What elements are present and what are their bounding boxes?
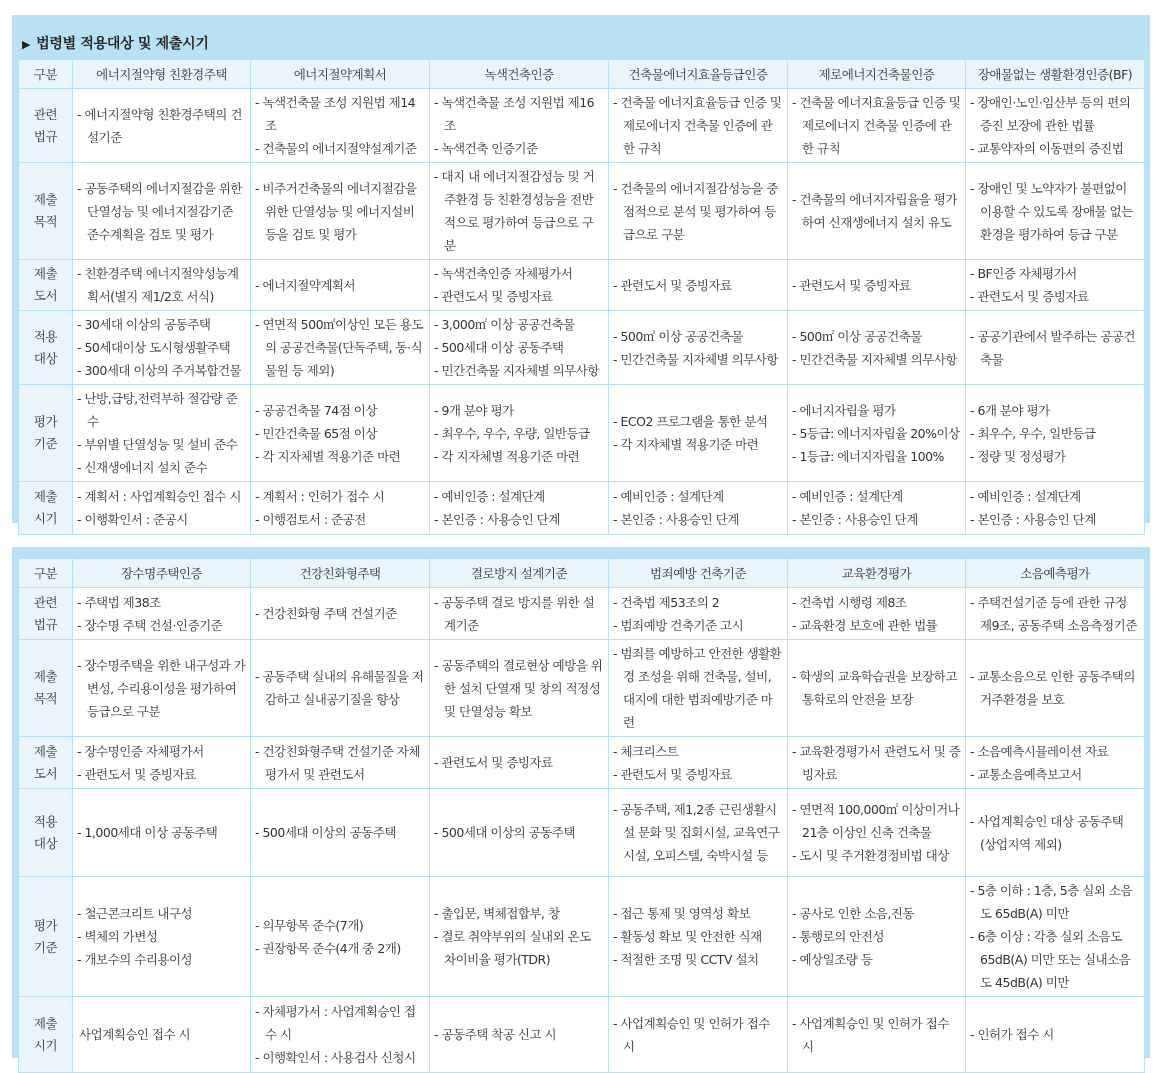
cell-item: - 본인증 : 사용승인 단계 bbox=[613, 508, 783, 531]
section-title-text: 법령별 적용대상 및 제출시기 bbox=[36, 36, 209, 52]
table-row bbox=[19, 163, 1145, 260]
table-cell bbox=[251, 385, 430, 482]
cell-item: - 사업계획승인 및 인허가 접수 시 bbox=[792, 1012, 961, 1058]
table-row bbox=[19, 311, 1145, 385]
table-cell bbox=[966, 640, 1145, 737]
cell-item: - 예비인증 : 설계단계 bbox=[434, 485, 604, 508]
cell-item: - 녹색건축물 조성 지원법 제14조 bbox=[255, 91, 425, 137]
header-category: 구분 bbox=[19, 559, 73, 588]
column-header: 장애물없는 생활환경인증(BF) bbox=[966, 60, 1145, 89]
table-cell bbox=[788, 260, 966, 311]
table-cell bbox=[73, 997, 251, 1073]
cell-item: - 최우수, 우수, 일반등급 bbox=[970, 422, 1140, 445]
cell-item: - 연면적 100,000㎡ 이상이거나 21층 이상인 신축 건축물 bbox=[792, 798, 961, 844]
table-cell bbox=[430, 789, 609, 877]
row-label-line: 적용 bbox=[33, 328, 58, 344]
cell-item: - 사업계획승인 대상 공동주택 (상업지역 제외) bbox=[970, 810, 1140, 856]
table-cell bbox=[609, 260, 788, 311]
cell-item: - 공사로 인한 소음,진동 bbox=[792, 902, 961, 925]
cell-item: - 주택건설기준 등에 관한 규정 제9조, 공동주택 소음측정기준 bbox=[970, 591, 1140, 637]
column-header: 에너지절약형 친환경주택 bbox=[73, 60, 251, 89]
table-cell bbox=[430, 163, 609, 260]
table-cell bbox=[251, 789, 430, 877]
cell-item: - 사업계획승인 및 인허가 접수 시 bbox=[613, 1012, 783, 1058]
table-cell bbox=[430, 640, 609, 737]
cell-item: - 각 지자체별 적용기준 마련 bbox=[434, 445, 604, 468]
cell-item: - 학생의 교육학습권을 보장하고 통학로의 안전을 보장 bbox=[792, 665, 961, 711]
row-label bbox=[19, 737, 73, 789]
table-cell bbox=[966, 260, 1145, 311]
cell-item: - 결로 취약부위의 실내외 온도 차이비율 평가(TDR) bbox=[434, 925, 604, 971]
table-cell bbox=[73, 311, 251, 385]
table-cell bbox=[788, 89, 966, 163]
row-label bbox=[19, 640, 73, 737]
cell-item: - 9개 분야 평가 bbox=[434, 399, 604, 422]
cell-item: - 공동주택 착공 신고 시 bbox=[434, 1023, 604, 1046]
cell-item: - 관련도서 및 증빙자료 bbox=[970, 285, 1140, 308]
table-header-row bbox=[19, 559, 1145, 588]
cell-item: - 인허가 접수 시 bbox=[970, 1023, 1140, 1046]
row-label-line: 법규 bbox=[33, 128, 58, 144]
cell-item: - 범죄를 예방하고 안전한 생활환경 조성을 위해 건축물, 설비, 대지에 대한 범죄예방기준 마련 bbox=[613, 642, 783, 734]
cell-item: - 소음예측시뮬레이션 자료 bbox=[970, 740, 1140, 763]
cell-item: - 난방,급탕,전력부하 절감량 준수 bbox=[77, 387, 246, 433]
table-cell bbox=[788, 640, 966, 737]
cell-item: - 의무항목 준수(7개) bbox=[255, 914, 425, 937]
table-cell bbox=[609, 311, 788, 385]
table-cell bbox=[73, 877, 251, 997]
row-label bbox=[19, 789, 73, 877]
row-label-line: 대상 bbox=[33, 350, 58, 366]
row-label-line: 제출 bbox=[33, 192, 58, 207]
cell-item: - 계획서 : 인허가 접수 시 bbox=[255, 485, 425, 508]
row-label bbox=[19, 385, 73, 482]
table-cell bbox=[788, 789, 966, 877]
table-row bbox=[19, 89, 1145, 163]
cell-item: - 1등급: 에너지자립율 100% bbox=[792, 445, 961, 468]
table-cell bbox=[251, 482, 430, 535]
row-label-line: 목적 bbox=[33, 214, 58, 229]
table-cell bbox=[788, 997, 966, 1073]
column-header: 제로에너지건축물인증 bbox=[788, 60, 966, 89]
row-label-line: 대상 bbox=[33, 835, 58, 851]
cell-item: - 500세대 이상의 공동주택 bbox=[255, 821, 425, 844]
table-cell bbox=[609, 482, 788, 535]
row-label bbox=[19, 997, 73, 1073]
table-cell bbox=[73, 89, 251, 163]
cell-item: - 녹색건축인증 자체평가서 bbox=[434, 262, 604, 285]
cell-item: - 건축물의 에너지절약설계기준 bbox=[255, 137, 425, 160]
cell-item: - 500세대 이상 공동주택 bbox=[434, 336, 604, 359]
cell-item: - 자체평가서 : 사업계획승인 접수 시 bbox=[255, 1000, 425, 1046]
cell-item: - 예비인증 : 설계단계 bbox=[613, 485, 783, 508]
table-cell bbox=[430, 877, 609, 997]
cell-item: - 교육환경 보호에 관한 법률 bbox=[792, 614, 961, 637]
table-cell bbox=[966, 482, 1145, 535]
cell-item: - 공동주택 실내의 유해물질을 저감하고 실내공기질을 향상 bbox=[255, 665, 425, 711]
table-header-row bbox=[19, 60, 1145, 89]
table-cell bbox=[73, 385, 251, 482]
cell-item: - 통행로의 안전성 bbox=[792, 925, 961, 948]
cell-item: - 교육환경평가서 관련도서 및 증빙자료 bbox=[792, 740, 961, 786]
cell-item: - 장수명 주택 건설·인증기준 bbox=[77, 614, 246, 637]
table-cell bbox=[788, 737, 966, 789]
column-header: 범죄예방 건축기준 bbox=[609, 559, 788, 588]
cell-item: - 관련도서 및 증빙자료 bbox=[613, 763, 783, 786]
cell-item: - 최우수, 우수, 우량, 일반등급 bbox=[434, 422, 604, 445]
section-panel-2 bbox=[12, 547, 1150, 1065]
row-label-line: 관련 bbox=[33, 594, 58, 610]
cell-item: - 본인증 : 사용승인 단계 bbox=[434, 508, 604, 531]
cell-item: - 교통약자의 이동편의 증진법 bbox=[970, 137, 1140, 160]
table-cell bbox=[609, 789, 788, 877]
row-label-line: 제출 bbox=[33, 669, 58, 684]
cell-item: - 교통소음으로 인한 공동주택의 거주환경을 보호 bbox=[970, 665, 1140, 711]
cell-item: - 이행검토서 : 준공전 bbox=[255, 508, 425, 531]
table-cell bbox=[73, 640, 251, 737]
table-cell bbox=[788, 588, 966, 640]
cell-item: - 민간건축물 지자체별 의무사항 bbox=[792, 348, 961, 371]
cell-item: - 친환경주택 에너지절약성능계획서(별지 제1/2호 서식) bbox=[77, 262, 246, 308]
cell-item: - 녹색건축 인증기준 bbox=[434, 137, 604, 160]
cell-item: - 도시 및 주거환경정비법 대상 bbox=[792, 844, 961, 867]
cell-item: - 예비인증 : 설계단계 bbox=[792, 485, 961, 508]
table-cell bbox=[73, 163, 251, 260]
column-header: 건축물에너지효율등급인증 bbox=[609, 60, 788, 89]
row-label-line: 도서 bbox=[33, 288, 58, 303]
cell-item: - 관련도서 및 증빙자료 bbox=[434, 751, 604, 774]
header-category: 구분 bbox=[19, 60, 73, 89]
cell-item: - 체크리스트 bbox=[613, 740, 783, 763]
row-label-line: 도서 bbox=[33, 765, 58, 781]
table-row bbox=[19, 640, 1145, 737]
cell-item: - 에너지절약형 친환경주택의 건설기준 bbox=[77, 103, 246, 149]
table-cell bbox=[966, 737, 1145, 789]
cell-item: - 민간건축물 65점 이상 bbox=[255, 422, 425, 445]
table-cell bbox=[966, 997, 1145, 1073]
cell-item: - 민간건축물 지자체별 의무사항 bbox=[434, 359, 604, 382]
cell-item: - 공공건축물 74점 이상 bbox=[255, 399, 425, 422]
cell-item: - 장애인 및 노약자가 불편없이 이용할 수 있도록 장애물 없는 환경을 평가하여 등급 구분 bbox=[970, 177, 1140, 246]
row-label-line: 시기 bbox=[33, 1037, 58, 1053]
table-cell bbox=[73, 737, 251, 789]
cell-item: - 접근 통제 및 영역성 확보 bbox=[613, 902, 783, 925]
table-cell bbox=[251, 997, 430, 1073]
table-cell bbox=[788, 385, 966, 482]
cell-item: - 건축법 제53조의 2 bbox=[613, 591, 783, 614]
triangle-bullet-icon: ▶ bbox=[22, 38, 31, 51]
cell-item: - 공동주택의 결로현상 예방을 위한 설치 단열재 및 창의 적정성 및 단열성능 확보 bbox=[434, 654, 604, 723]
row-label bbox=[19, 588, 73, 640]
section-panel-1 bbox=[12, 15, 1150, 527]
cell-item: - 비주거건축물의 에너지절감을 위한 단열성능 및 에너지설비 등을 검토 및 평가 bbox=[255, 177, 425, 246]
cell-item: - 본인증 : 사용승인 단계 bbox=[792, 508, 961, 531]
cell-item: - 교통소음예측보고서 bbox=[970, 763, 1140, 786]
cell-item: - 각 지자체별 적용기준 마련 bbox=[613, 433, 783, 456]
table-row bbox=[19, 789, 1145, 877]
cell-item: - 5등급: 에너지자립율 20%이상 bbox=[792, 422, 961, 445]
column-header: 녹색건축인증 bbox=[430, 60, 609, 89]
column-header: 에너지절약계획서 bbox=[251, 60, 430, 89]
cell-item: - 대지 내 에너지절감성능 및 거주환경 등 친환경성능을 전반적으로 평가하여 등급으로 구분 bbox=[434, 165, 604, 257]
table-cell bbox=[430, 311, 609, 385]
column-header: 건강친화형주택 bbox=[251, 559, 430, 588]
row-label-line: 목적 bbox=[33, 691, 58, 706]
cell-item: - 권장항목 준수(4개 중 2개) bbox=[255, 937, 425, 960]
cell-item: - 건축물 에너지효율등급 인증 및 제로에너지 건축물 인증에 관한 규칙 bbox=[613, 91, 783, 160]
cell-item: - 범죄예방 건축기준 고시 bbox=[613, 614, 783, 637]
table-cell bbox=[430, 385, 609, 482]
cell-item: - 건축법 시행령 제8조 bbox=[792, 591, 961, 614]
section-title bbox=[22, 33, 209, 53]
cell-item: - 500세대 이상의 공동주택 bbox=[434, 821, 604, 844]
table-cell bbox=[73, 260, 251, 311]
row-label-line: 기준 bbox=[33, 436, 58, 451]
cell-item: - 건축물의 에너지자립율을 평가하여 신재생에너지 설치 유도 bbox=[792, 188, 961, 234]
cell-item: - 관련도서 및 증빙자료 bbox=[792, 274, 961, 297]
cell-item: - 개보수의 수리용이성 bbox=[77, 948, 246, 971]
cell-item: - 철근콘크리트 내구성 bbox=[77, 902, 246, 925]
cell-item: - 이행확인서 : 사용검사 신청시 bbox=[255, 1046, 425, 1069]
cell-item: - 정량 및 정성평가 bbox=[970, 445, 1140, 468]
cell-item: - 공공기관에서 발주하는 공공건축물 bbox=[970, 325, 1140, 371]
cell-item: - 공동주택의 에너지절감을 위한 단열성능 및 에너지절감기준 준수계획을 검토 및 평가 bbox=[77, 177, 246, 246]
table-cell bbox=[251, 640, 430, 737]
table-cell bbox=[430, 737, 609, 789]
table-cell bbox=[73, 588, 251, 640]
table-cell bbox=[73, 482, 251, 535]
row-label bbox=[19, 482, 73, 535]
cell-item: - 장수명인증 자체평가서 bbox=[77, 740, 246, 763]
cell-item: - 500㎡ 이상 공공건축물 bbox=[792, 325, 961, 348]
table-row bbox=[19, 385, 1145, 482]
cell-item: - 30세대 이상의 공동주택 bbox=[77, 313, 246, 336]
cell-item: - BF인증 자체평가서 bbox=[970, 262, 1140, 285]
cell-item: - 활동성 확보 및 안전한 식재 bbox=[613, 925, 783, 948]
row-label-line: 제출 bbox=[33, 1015, 58, 1031]
table-cell bbox=[966, 789, 1145, 877]
cell-item: - 장애인·노인·임산부 등의 편의증진 보장에 관한 법률 bbox=[970, 91, 1140, 137]
table-cell bbox=[251, 877, 430, 997]
row-label-line: 시기 bbox=[33, 511, 58, 526]
cell-item: - 6층 이상 : 각층 실외 소음도 65dB(A) 미만 또는 실내소음도 45dB(A) 미만 bbox=[970, 925, 1140, 994]
cell-item: - 1,000세대 이상 공동주택 bbox=[77, 821, 246, 844]
table-cell bbox=[966, 588, 1145, 640]
cell-item: - 적절한 조명 및 CCTV 설치 bbox=[613, 948, 783, 971]
table-cell bbox=[609, 385, 788, 482]
cell-item: - 민간건축물 지자체별 의무사항 bbox=[613, 348, 783, 371]
cell-item: - 5층 이하 : 1층, 5층 실외 소음도 65dB(A) 미만 bbox=[970, 879, 1140, 925]
row-label-line: 기준 bbox=[33, 939, 58, 955]
row-label-line: 평가 bbox=[33, 414, 58, 429]
row-label bbox=[19, 163, 73, 260]
table-cell bbox=[609, 163, 788, 260]
table-cell bbox=[788, 163, 966, 260]
cell-item: - 공동주택, 제1,2종 근린생활시설 문화 및 집회시설, 교육연구시설, 오피스텔, 숙박시설 등 bbox=[613, 798, 783, 867]
cell-item: - 공동주택 결로 방지를 위한 설계기준 bbox=[434, 591, 604, 637]
table-cell bbox=[430, 260, 609, 311]
cell-item: - 500㎡ 이상 공공건축물 bbox=[613, 325, 783, 348]
row-label-line: 제출 bbox=[33, 266, 58, 281]
table-cell bbox=[609, 997, 788, 1073]
cell-item: - 건강친화형 주택 건설기준 bbox=[255, 602, 425, 625]
cell-item: - 건축물의 에너지절감성능을 중점적으로 분석 및 평가하여 등급으로 구분 bbox=[613, 177, 783, 246]
table-cell bbox=[966, 163, 1145, 260]
cell-item: - 건강친화형주택 건설기준 자체평가서 및 관련도서 bbox=[255, 740, 425, 786]
regulation-table-1 bbox=[18, 59, 1145, 535]
row-label-line: 적용 bbox=[33, 813, 58, 829]
table-row bbox=[19, 482, 1145, 535]
cell-item: - 에너지자립율 평가 bbox=[792, 399, 961, 422]
cell-item: - 관련도서 및 증빙자료 bbox=[613, 274, 783, 297]
cell-item: - 이행확인서 : 준공시 bbox=[77, 508, 246, 531]
cell-item: - 관련도서 및 증빙자료 bbox=[77, 763, 246, 786]
cell-item: - 벽체의 가변성 bbox=[77, 925, 246, 948]
column-header: 장수명주택인증 bbox=[73, 559, 251, 588]
cell-item: - 건축물 에너지효율등급 인증 및 제로에너지 건축물 인증에 관한 규칙 bbox=[792, 91, 961, 160]
table-row bbox=[19, 877, 1145, 997]
table-cell bbox=[966, 311, 1145, 385]
table-cell bbox=[609, 737, 788, 789]
cell-item: - 300세대 이상의 주거복합건물 bbox=[77, 359, 246, 382]
cell-item: - 예상일조량 등 bbox=[792, 948, 961, 971]
table-cell bbox=[609, 89, 788, 163]
cell-item: 사업계획승인 접수 시 bbox=[79, 1027, 191, 1042]
table-cell bbox=[251, 311, 430, 385]
column-header: 소음예측평가 bbox=[966, 559, 1145, 588]
cell-item: - 주택법 제38조 bbox=[77, 591, 246, 614]
table-cell bbox=[251, 260, 430, 311]
cell-item: - 6개 분야 평가 bbox=[970, 399, 1140, 422]
table-cell bbox=[966, 89, 1145, 163]
table-cell bbox=[609, 588, 788, 640]
table-cell bbox=[609, 877, 788, 997]
table-row bbox=[19, 588, 1145, 640]
row-label bbox=[19, 260, 73, 311]
cell-item: - 3,000㎡ 이상 공공건축물 bbox=[434, 313, 604, 336]
row-label-line: 법규 bbox=[33, 616, 58, 632]
table-cell bbox=[788, 311, 966, 385]
cell-item: - 연면적 500㎡이상인 모든 용도의 공공건축물(단독주택, 동·식물원 등 제외) bbox=[255, 313, 425, 382]
table-row bbox=[19, 260, 1145, 311]
cell-item: - 부위별 단열성능 및 설비 준수 bbox=[77, 433, 246, 456]
cell-item: - ECO2 프로그램을 통한 분석 bbox=[613, 410, 783, 433]
table-cell bbox=[73, 789, 251, 877]
table-cell bbox=[251, 588, 430, 640]
cell-item: - 50세대이상 도시형생활주택 bbox=[77, 336, 246, 359]
column-header: 결로방지 설계기준 bbox=[430, 559, 609, 588]
table-cell bbox=[609, 640, 788, 737]
cell-item: - 출입문, 벽체접합부, 창 bbox=[434, 902, 604, 925]
table-cell bbox=[251, 163, 430, 260]
table-cell bbox=[430, 997, 609, 1073]
table-cell bbox=[430, 588, 609, 640]
table-cell bbox=[966, 385, 1145, 482]
table-cell bbox=[966, 877, 1145, 997]
table-cell bbox=[430, 89, 609, 163]
row-label-line: 제출 bbox=[33, 743, 58, 759]
table-cell bbox=[251, 737, 430, 789]
cell-item: - 계획서 : 사업계획승인 접수 시 bbox=[77, 485, 246, 508]
cell-item: - 신재생에너지 설치 준수 bbox=[77, 456, 246, 479]
row-label bbox=[19, 311, 73, 385]
table-cell bbox=[788, 877, 966, 997]
cell-item: - 관련도서 및 증빙자료 bbox=[434, 285, 604, 308]
cell-item: - 에너지절약계획서 bbox=[255, 274, 425, 297]
regulation-table-2 bbox=[18, 558, 1145, 1073]
row-label bbox=[19, 89, 73, 163]
cell-item: - 본인증 : 사용승인 단계 bbox=[970, 508, 1140, 531]
cell-item: - 각 지자체별 적용기준 마련 bbox=[255, 445, 425, 468]
table-row bbox=[19, 997, 1145, 1073]
row-label-line: 관련 bbox=[33, 106, 58, 122]
table-cell bbox=[788, 482, 966, 535]
cell-item: - 예비인증 : 설계단계 bbox=[970, 485, 1140, 508]
cell-item: - 장수명주택을 위한 내구성과 가변성, 수리용이성을 평가하여 등급으로 구분 bbox=[77, 654, 246, 723]
column-header: 교육환경평가 bbox=[788, 559, 966, 588]
row-label-line: 제출 bbox=[33, 489, 58, 504]
row-label-line: 평가 bbox=[33, 917, 58, 933]
table-cell bbox=[251, 89, 430, 163]
row-label bbox=[19, 877, 73, 997]
table-row bbox=[19, 737, 1145, 789]
table-cell bbox=[430, 482, 609, 535]
cell-item: - 녹색건축물 조성 지원법 제16조 bbox=[434, 91, 604, 137]
